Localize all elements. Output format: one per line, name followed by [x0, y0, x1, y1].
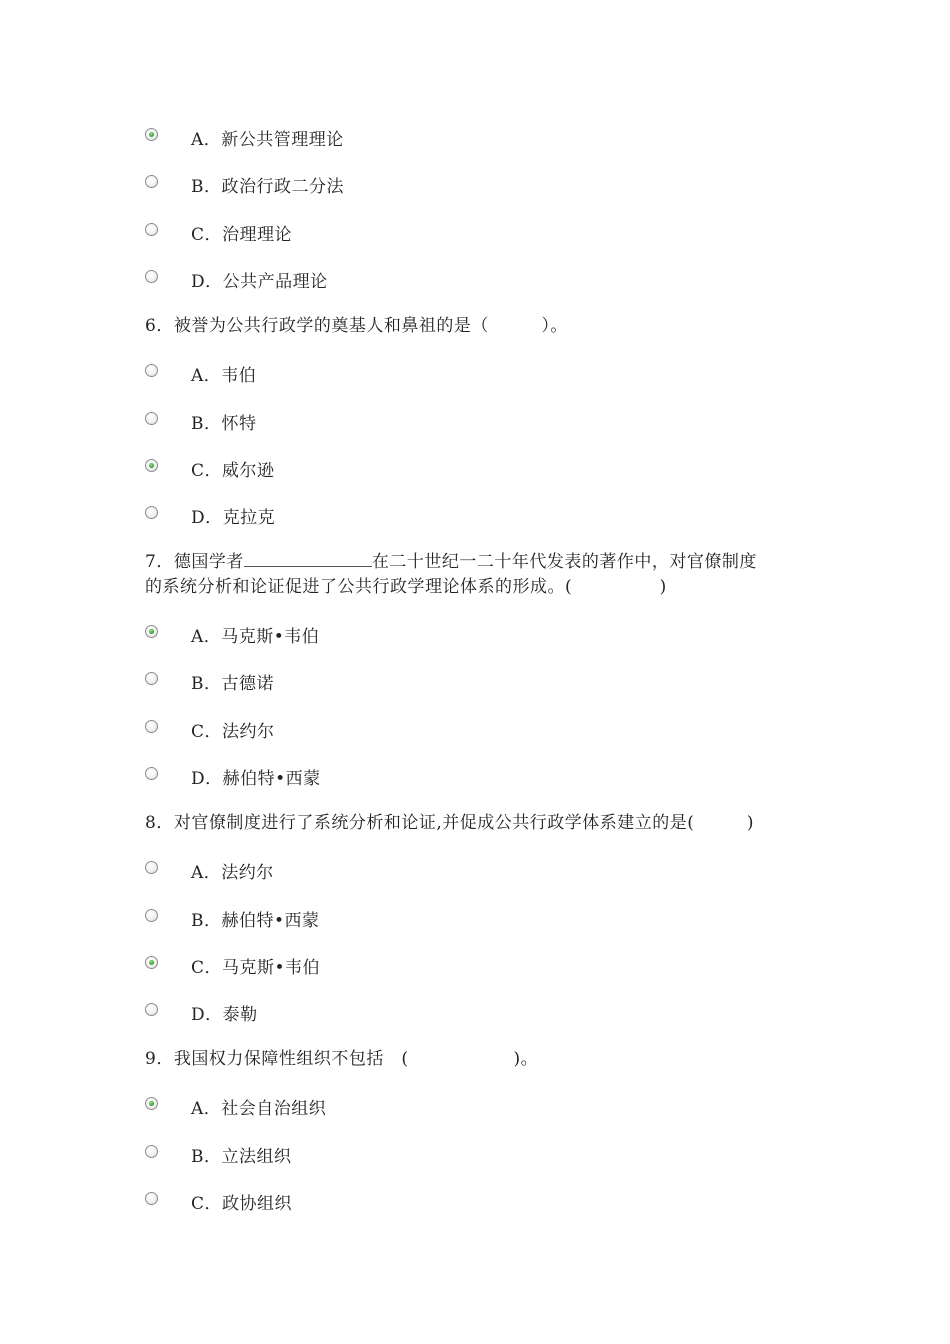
option-label: D．泰勒 — [191, 1004, 258, 1025]
q8-option-b[interactable] — [145, 905, 320, 931]
q7-option-a[interactable] — [145, 621, 319, 647]
q9-option-c[interactable] — [145, 1188, 292, 1214]
question-7-text-line2: 的系统分析和论证促进了公共行政学理论体系的形成。( ) — [145, 577, 667, 597]
option-label: D．公共产品理论 — [191, 271, 328, 292]
radio-icon[interactable] — [145, 223, 158, 236]
option-label: B．赫伯特•西蒙 — [191, 910, 320, 931]
option-label: C．政协组织 — [191, 1193, 293, 1214]
radio-icon[interactable] — [145, 270, 158, 283]
radio-icon[interactable] — [145, 861, 158, 874]
option-label: C．法约尔 — [191, 721, 275, 742]
q6-option-a[interactable] — [145, 360, 256, 386]
radio-icon[interactable] — [145, 767, 158, 780]
option-label: B．怀特 — [191, 413, 257, 434]
option-label: A．马克斯•韦伯 — [191, 626, 320, 647]
radio-selected-icon[interactable] — [145, 1097, 158, 1110]
option-label: C．马克斯•韦伯 — [191, 957, 321, 978]
question-8-text: 8．对官僚制度进行了系统分析和论证,并促成公共行政学体系建立的是( ) — [145, 813, 754, 833]
question-9-text: 9．我国权力保障性组织不包括 ( )。 — [145, 1049, 539, 1069]
q5-option-d[interactable] — [145, 266, 328, 292]
option-label: A．韦伯 — [191, 365, 257, 386]
q7-option-c[interactable] — [145, 716, 275, 742]
radio-icon[interactable] — [145, 1192, 158, 1205]
option-label: B．立法组织 — [191, 1146, 292, 1167]
radio-selected-icon[interactable] — [145, 459, 158, 472]
radio-icon[interactable] — [145, 506, 158, 519]
radio-icon[interactable] — [145, 412, 158, 425]
q6-option-c[interactable] — [145, 455, 275, 481]
q6-option-b[interactable] — [145, 408, 257, 434]
question-7-prefix: 7．德国学者 — [145, 552, 244, 572]
q5-option-c[interactable] — [145, 219, 292, 245]
question-7-text — [145, 549, 757, 575]
option-label: C．威尔逊 — [191, 460, 275, 481]
radio-icon[interactable] — [145, 672, 158, 685]
option-label: D．赫伯特•西蒙 — [191, 768, 321, 789]
question-6-text: 6．被誉为公共行政学的奠基人和鼻祖的是（ ）。 — [145, 316, 568, 336]
q5-option-b[interactable] — [145, 171, 344, 197]
radio-icon[interactable] — [145, 1145, 158, 1158]
q9-option-b[interactable] — [145, 1141, 292, 1167]
q8-option-d[interactable] — [145, 999, 258, 1025]
option-label: A．新公共管理理论 — [191, 129, 344, 150]
option-label: B．古德诺 — [191, 673, 274, 694]
radio-selected-icon[interactable] — [145, 625, 158, 638]
q7-option-b[interactable] — [145, 668, 274, 694]
question-7-suffix: 在二十世纪一二十年代发表的著作中，对官僚制度 — [371, 552, 757, 572]
radio-icon[interactable] — [145, 909, 158, 922]
radio-icon[interactable] — [145, 175, 158, 188]
option-label: C．治理理论 — [191, 224, 293, 245]
radio-icon[interactable] — [145, 1003, 158, 1016]
q8-option-a[interactable] — [145, 857, 274, 883]
q9-option-a[interactable] — [145, 1093, 326, 1119]
q6-option-d[interactable] — [145, 502, 275, 528]
q7-option-d[interactable] — [145, 763, 321, 789]
option-label: A．法约尔 — [191, 862, 274, 883]
q8-option-c[interactable] — [145, 952, 320, 978]
fill-blank — [244, 551, 372, 567]
q5-option-a[interactable] — [145, 124, 344, 150]
option-label: D．克拉克 — [191, 507, 276, 528]
option-label: A．社会自治组织 — [191, 1098, 327, 1119]
option-label: B．政治行政二分法 — [191, 176, 344, 197]
radio-icon[interactable] — [145, 364, 158, 377]
radio-selected-icon[interactable] — [145, 128, 158, 141]
radio-selected-icon[interactable] — [145, 956, 158, 969]
radio-icon[interactable] — [145, 720, 158, 733]
